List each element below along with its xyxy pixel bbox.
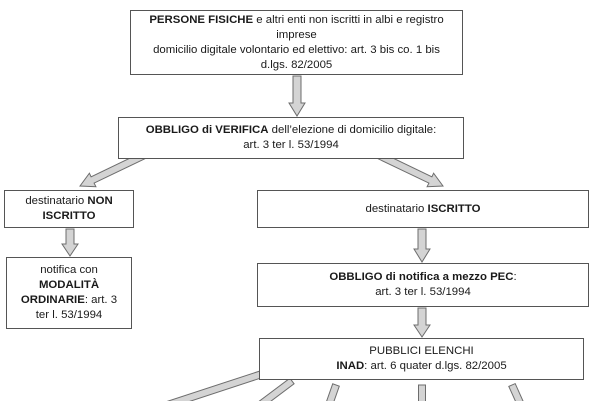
non-iscritto-line-1 [25,194,112,209]
destinatario-non-iscritto-box [4,190,134,228]
arrow-pec-to-elenchi [414,308,430,337]
non-iscritto-prefix: destinatario [25,195,88,207]
modalita-line-3-rest: : art. 3 [84,294,118,306]
modalita-line-1: notifica con [40,264,98,276]
iscritto-bold: ISCRITTO [42,210,96,222]
iscritto-label-bold: ISCRITTO [427,202,481,215]
arrow-non-iscritto-to-modalita [62,229,78,256]
iscritto-line-1 [365,202,480,217]
destinatario-iscritto-box [257,190,589,228]
pec-bold: OBBLIGO di notifica a mezzo PEC [329,271,514,283]
inad-bold: INAD [336,360,365,372]
modalita-line-2 [39,278,99,293]
persone-line-2: imprese [276,28,317,41]
pec-line-1 [329,270,516,285]
persone-line-4: d.lgs. 82/2005 [260,58,333,71]
arrow-elenchi-out-5 [509,384,531,401]
arrow-persone-to-verifica [289,76,305,116]
obbligo-pec-box [257,263,589,307]
arrow-elenchi-out-4 [415,385,430,401]
persone-line-1 [149,13,443,28]
obbligo-verifica-line-2: art. 3 ter l. 53/1994 [243,139,339,151]
elenchi-line-1: PUBBLICI ELENCHI [369,345,474,357]
iscritto-prefix: destinatario [365,202,428,215]
pec-line-1-rest: : [513,271,517,283]
pec-line-2: art. 3 ter l. 53/1994 [375,286,471,298]
arrow-elenchi-out-3 [320,384,340,401]
obbligo-verifica-box [118,117,464,159]
arrow-elenchi-out-2 [240,378,294,401]
obbligo-verifica-line-1-rest: dell’elezione di domicilio digitale: [268,124,437,136]
obbligo-verifica-bold: OBBLIGO di VERIFICA [145,124,269,136]
obbligo-verifica-line-1 [146,123,437,138]
persone-line-1-rest: e altri enti non iscritti in albi e registro [253,13,444,26]
arrow-elenchi-out-1 [140,369,269,401]
modalita-ordinarie-box [6,257,132,329]
modalita-bold: MODALITÀ [38,279,100,291]
persone-line-3: domicilio digitale volontario ed elettivo: art. 3 bis co. 1 bis [153,43,440,56]
modalita-line-4: ter l. 53/1994 [35,309,103,321]
modalita-line-3 [21,293,117,308]
persone-fisiche-bold: PERSONE FISICHE [149,13,254,26]
elenchi-line-2-rest: : art. 6 quater d.lgs. 82/2005 [364,360,507,372]
persone-fisiche-box [130,10,463,75]
non-bold: NON [87,195,113,207]
pubblici-elenchi-box [259,338,584,380]
ordinarie-bold: ORDINARIE [20,294,85,306]
non-iscritto-line-2 [43,209,96,224]
arrow-iscritto-to-pec [414,229,430,262]
elenchi-line-2 [336,359,506,374]
